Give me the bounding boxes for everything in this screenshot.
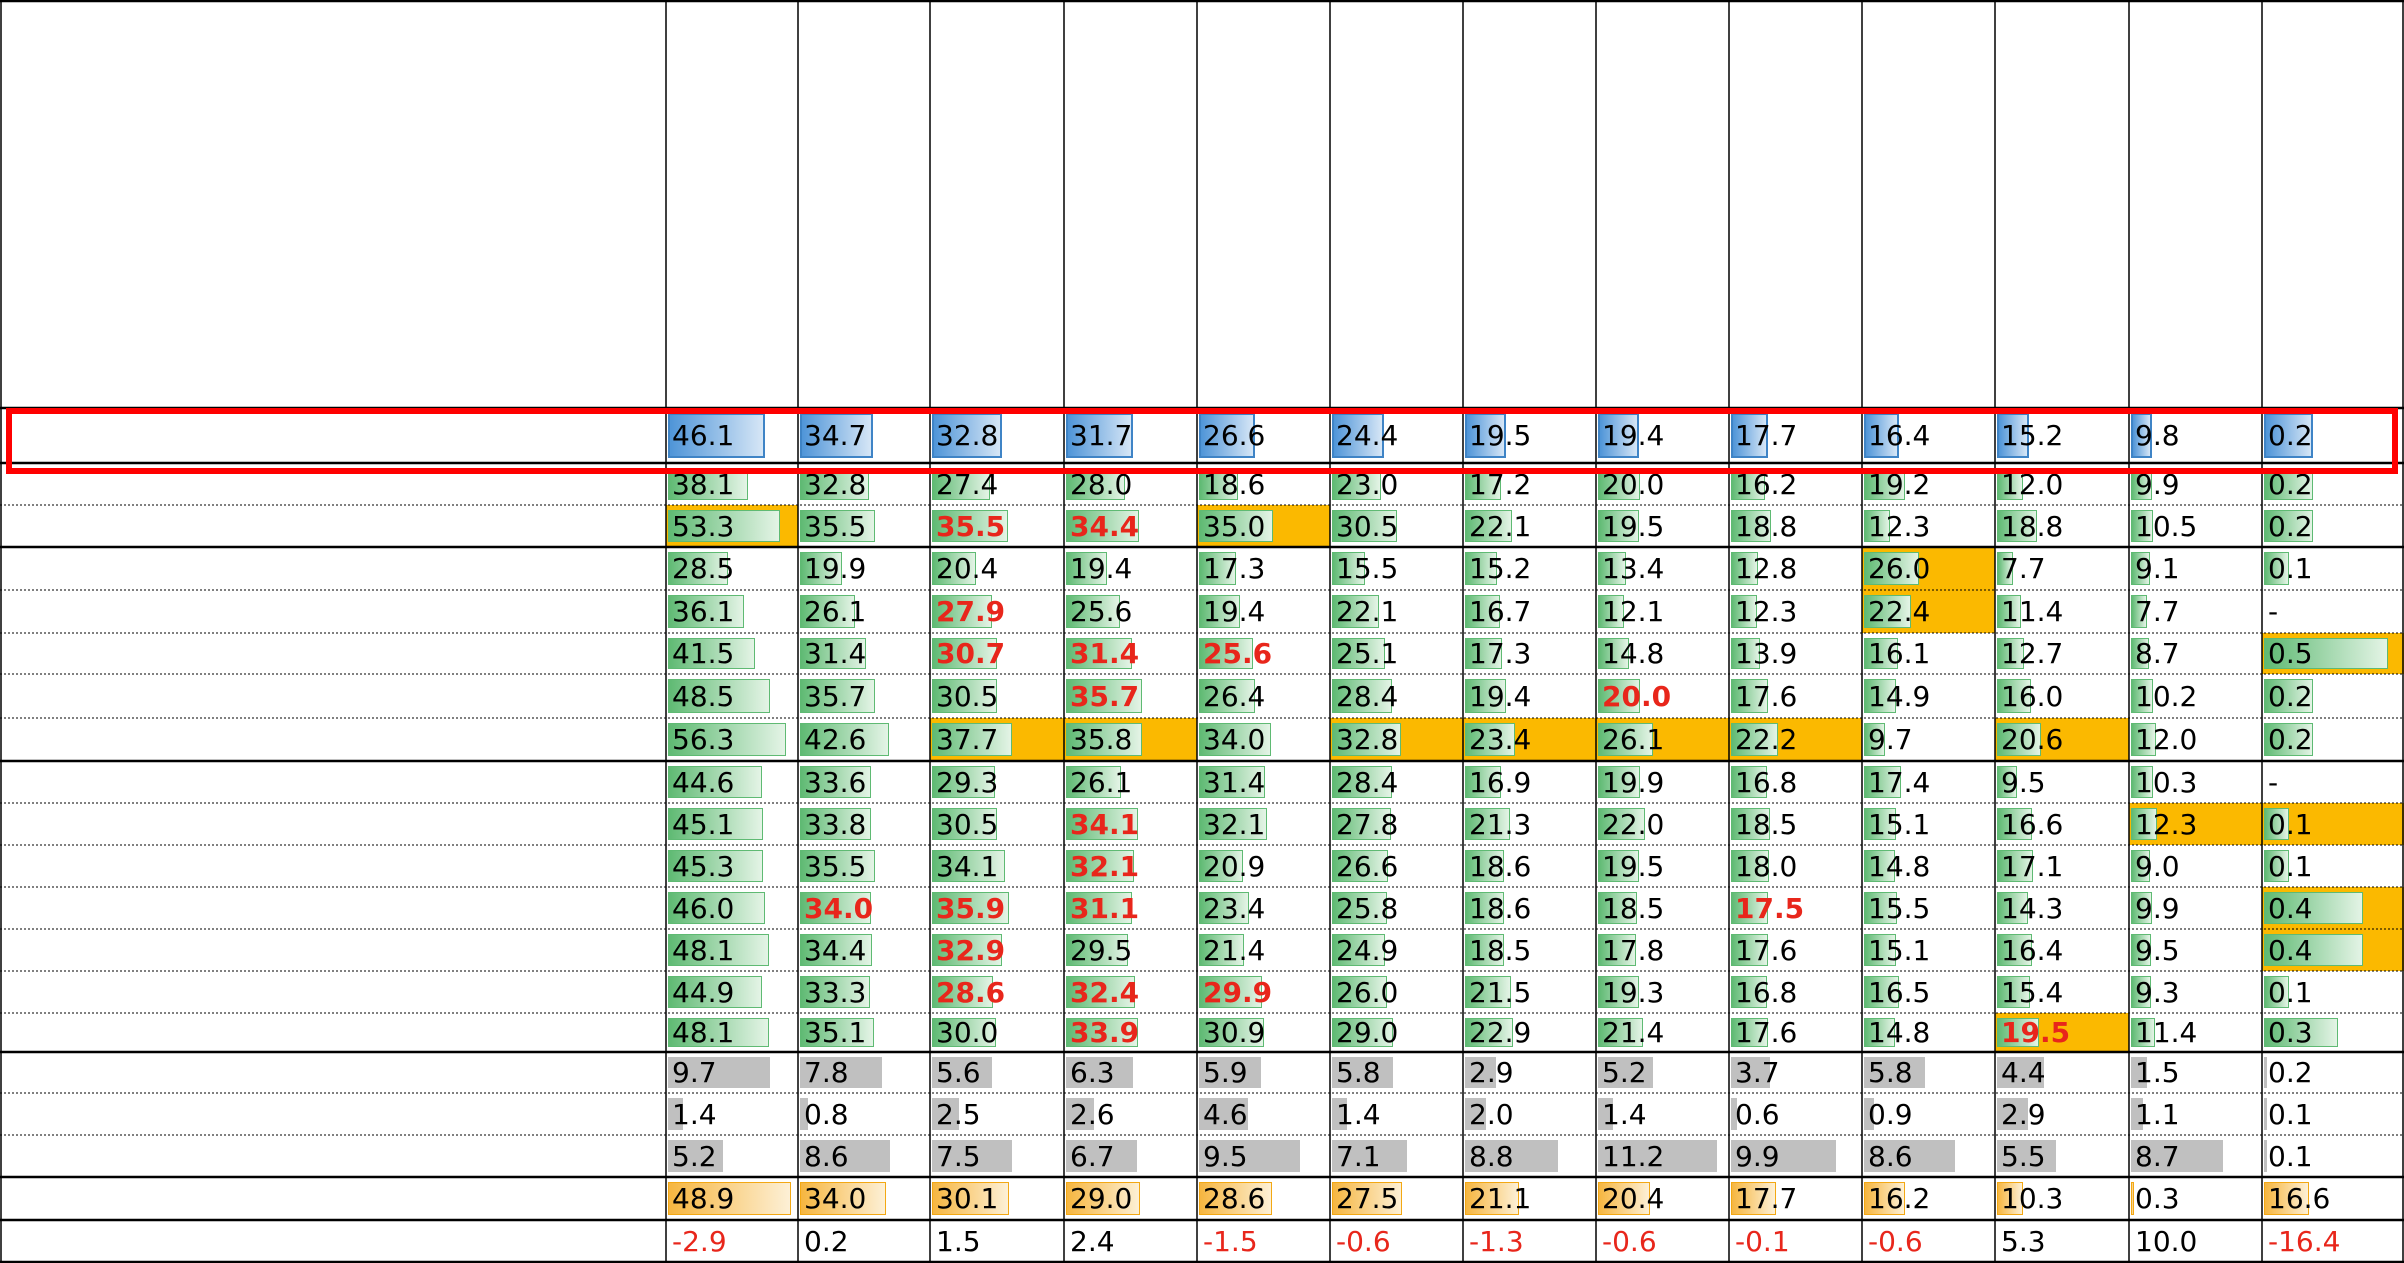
cell-value: 34.1 xyxy=(1070,807,1140,841)
cell-value: 37.7 xyxy=(936,723,999,756)
cell-value: 15.5 xyxy=(1336,552,1399,585)
cell-value: 19.5 xyxy=(1602,509,1665,543)
cell-value: 17.8 xyxy=(1602,933,1665,967)
cell-value: 28.6 xyxy=(936,975,1006,1009)
cell-value: 44.6 xyxy=(672,765,735,799)
cell-value: 19.5 xyxy=(1469,419,1532,452)
cell-value: 1.4 xyxy=(672,1097,717,1131)
cell-value: 22.1 xyxy=(1469,509,1532,543)
cell-value: 41.5 xyxy=(672,637,735,670)
cell-value: 30.7 xyxy=(936,637,1006,670)
cell-value: 38.1 xyxy=(672,467,735,501)
cell-value: 32.1 xyxy=(1203,807,1266,841)
cell-value: 9.8 xyxy=(2135,419,2180,452)
cell-value: 12.0 xyxy=(2001,467,2064,501)
cell-value: 11.4 xyxy=(2135,1016,2198,1049)
cell-value: 33.3 xyxy=(804,975,867,1009)
cell-value: 0.2 xyxy=(2268,723,2313,756)
cell-value: 19.5 xyxy=(2001,1016,2071,1049)
cell-value: 27.4 xyxy=(936,467,999,501)
cell-value: 16.4 xyxy=(2001,933,2064,967)
cell-value: 25.6 xyxy=(1070,595,1133,628)
cell-value: 32.8 xyxy=(804,467,867,501)
cell-value: 25.8 xyxy=(1336,891,1399,925)
cell-value: 34.4 xyxy=(1070,509,1140,543)
cell-value: 53.3 xyxy=(672,509,735,543)
cell-value: 12.1 xyxy=(1602,595,1665,628)
cell-value: 32.4 xyxy=(1070,975,1140,1009)
cell-value: 19.4 xyxy=(1203,595,1266,628)
cell-value: 5.2 xyxy=(672,1139,717,1173)
cell-value: 30.9 xyxy=(1203,1016,1266,1049)
cell-value: -0.6 xyxy=(1868,1225,1923,1258)
cell-value: 5.2 xyxy=(1602,1056,1647,1089)
cell-value: 17.6 xyxy=(1735,1016,1798,1049)
cell-value: 45.1 xyxy=(672,807,735,841)
cell-value: 31.1 xyxy=(1070,891,1140,925)
cell-value: 35.0 xyxy=(1203,509,1266,543)
cell-value: 44.9 xyxy=(672,975,735,1009)
cell-value: 29.0 xyxy=(1070,1182,1133,1215)
cell-value: 20.6 xyxy=(2001,723,2064,756)
cell-value: 16.6 xyxy=(2268,1182,2331,1215)
cell-value: 0.2 xyxy=(804,1225,849,1258)
cell-value: 34.0 xyxy=(1203,723,1266,756)
cell-value: 33.6 xyxy=(804,765,867,799)
cell-value: 32.8 xyxy=(1336,723,1399,756)
cell-value: 16.8 xyxy=(1735,765,1798,799)
cell-value: 15.2 xyxy=(1469,552,1532,585)
cell-value: 16.2 xyxy=(1735,467,1798,501)
cell-value: 48.1 xyxy=(672,1016,735,1049)
cell-value: 29.5 xyxy=(1070,933,1133,967)
cell-value: 30.1 xyxy=(936,1182,999,1215)
cell-value: 29.3 xyxy=(936,765,999,799)
cell-value: -0.6 xyxy=(1336,1225,1391,1258)
cell-value: 17.5 xyxy=(1735,891,1805,925)
cell-value: 12.7 xyxy=(2001,637,2064,670)
cell-value: 34.0 xyxy=(804,891,874,925)
cell-value: 18.5 xyxy=(1735,807,1798,841)
cell-value: 18.5 xyxy=(1469,933,1532,967)
cell-value: 0.5 xyxy=(2268,637,2313,670)
cell-value: 16.4 xyxy=(1868,419,1931,452)
cell-value: 31.4 xyxy=(1203,765,1266,799)
cell-value: 34.7 xyxy=(804,419,867,452)
cell-value: 42.6 xyxy=(804,723,867,756)
cell-value: 0.9 xyxy=(1868,1097,1913,1131)
cell-value: 0.1 xyxy=(2268,552,2313,585)
cell-value: 0.4 xyxy=(2268,933,2313,967)
cell-value: 15.4 xyxy=(2001,975,2064,1009)
cell-value: 17.7 xyxy=(1735,1182,1798,1215)
cell-value: -1.3 xyxy=(1469,1225,1524,1258)
cell-value: 22.9 xyxy=(1469,1016,1532,1049)
cell-value: 23.0 xyxy=(1336,467,1399,501)
cell-value: 3.7 xyxy=(1735,1056,1780,1089)
cell-value: 19.9 xyxy=(804,552,867,585)
cell-value: 1.5 xyxy=(936,1225,981,1258)
cell-value: 9.5 xyxy=(1203,1139,1248,1173)
cell-value: - xyxy=(2268,765,2279,799)
cell-value: 16.6 xyxy=(2001,807,2064,841)
cell-value: 29.0 xyxy=(1336,1016,1399,1049)
cell-value: 32.1 xyxy=(1070,849,1140,883)
cell-value: 48.1 xyxy=(672,933,735,967)
cell-value: 1.1 xyxy=(2135,1097,2180,1131)
cell-value: 14.9 xyxy=(1868,679,1931,713)
cell-value: 20.0 xyxy=(1602,679,1672,713)
cell-value: 6.7 xyxy=(1070,1139,1115,1173)
cell-value: 26.0 xyxy=(1868,552,1931,585)
cell-value: 2.9 xyxy=(1469,1056,1514,1089)
cell-value: 11.2 xyxy=(1602,1139,1665,1173)
cell-value: 0.4 xyxy=(2268,891,2313,925)
cell-value: 10.3 xyxy=(2001,1182,2064,1215)
cell-value: 35.9 xyxy=(936,891,1006,925)
cell-value: 9.5 xyxy=(2135,933,2180,967)
cell-value: 0.2 xyxy=(2268,679,2313,713)
cell-value: 19.5 xyxy=(1602,849,1665,883)
cell-value: 36.1 xyxy=(672,595,735,628)
cell-value: 26.6 xyxy=(1203,419,1266,452)
cell-value: 35.1 xyxy=(804,1016,867,1049)
cell-value: 0.2 xyxy=(2268,419,2313,452)
cell-value: 46.1 xyxy=(672,419,735,452)
cell-value: 2.9 xyxy=(2001,1097,2046,1131)
cell-value: 28.5 xyxy=(672,552,735,585)
cell-value: -16.4 xyxy=(2268,1225,2341,1258)
cell-value: 30.5 xyxy=(936,807,999,841)
cell-value: 19.9 xyxy=(1602,765,1665,799)
cell-value: 34.1 xyxy=(936,849,999,883)
cell-value: 17.3 xyxy=(1469,637,1532,670)
cell-value: 16.0 xyxy=(2001,679,2064,713)
cell-value: 16.5 xyxy=(1868,975,1931,1009)
cell-value: 8.6 xyxy=(804,1139,849,1173)
cell-value: 14.3 xyxy=(2001,891,2064,925)
cell-value: 15.1 xyxy=(1868,807,1931,841)
cell-value: 0.1 xyxy=(2268,807,2313,841)
cell-value: 27.9 xyxy=(936,595,1006,628)
cell-value: 16.8 xyxy=(1735,975,1798,1009)
cell-value: 2.0 xyxy=(1469,1097,1514,1131)
cell-value: 0.1 xyxy=(2268,1097,2313,1131)
cell-value: 9.9 xyxy=(1735,1139,1780,1173)
cell-value: 14.8 xyxy=(1868,1016,1931,1049)
cell-value: 28.6 xyxy=(1203,1182,1266,1215)
cell-value: 14.8 xyxy=(1602,637,1665,670)
cell-value: 0.3 xyxy=(2268,1016,2313,1049)
cell-value: 17.6 xyxy=(1735,679,1798,713)
cell-value: 20.9 xyxy=(1203,849,1266,883)
cell-value: 23.4 xyxy=(1203,891,1266,925)
cell-value: 46.0 xyxy=(672,891,735,925)
cell-value: 16.2 xyxy=(1868,1182,1931,1215)
cell-value: 12.0 xyxy=(2135,723,2198,756)
cell-value: 5.8 xyxy=(1336,1056,1381,1089)
cell-value: 7.7 xyxy=(2135,595,2180,628)
cell-value: 48.9 xyxy=(672,1182,735,1215)
cell-value: 28.4 xyxy=(1336,765,1399,799)
cell-value: 7.1 xyxy=(1336,1139,1381,1173)
cell-value: 5.5 xyxy=(2001,1139,2046,1173)
cell-value: 9.9 xyxy=(2135,891,2180,925)
cell-value: 17.1 xyxy=(2001,849,2064,883)
cell-value: 9.9 xyxy=(2135,467,2180,501)
cell-value: 0.1 xyxy=(2268,975,2313,1009)
cell-value: 0.1 xyxy=(2268,1139,2313,1173)
cell-value: 0.2 xyxy=(2268,509,2313,543)
cell-value: 7.5 xyxy=(936,1139,981,1173)
cell-value: 9.5 xyxy=(2001,765,2046,799)
cell-value: 21.5 xyxy=(1469,975,1532,1009)
cell-value: 29.9 xyxy=(1203,975,1273,1009)
cell-value: 0.1 xyxy=(2268,849,2313,883)
cell-value: 19.4 xyxy=(1602,419,1665,452)
cell-value: 35.5 xyxy=(936,509,1006,543)
cell-value: 9.3 xyxy=(2135,975,2180,1009)
cell-value: 13.4 xyxy=(1602,552,1665,585)
cell-value: 17.7 xyxy=(1735,419,1798,452)
cell-value: -1.5 xyxy=(1203,1225,1258,1258)
cell-value: 14.8 xyxy=(1868,849,1931,883)
cell-value: 24.9 xyxy=(1336,933,1399,967)
cell-value: 9.7 xyxy=(672,1056,717,1089)
cell-value: 24.4 xyxy=(1336,419,1399,452)
cell-value: 21.4 xyxy=(1602,1016,1665,1049)
cell-value: 2.6 xyxy=(1070,1097,1115,1131)
cell-value: 22.2 xyxy=(1735,723,1798,756)
cell-value: 28.4 xyxy=(1336,679,1399,713)
cell-value: - xyxy=(2268,595,2279,628)
cell-value: 17.3 xyxy=(1203,552,1266,585)
cell-value: 19.2 xyxy=(1868,467,1931,501)
cell-value: -0.6 xyxy=(1602,1225,1657,1258)
cell-value: 26.1 xyxy=(804,595,867,628)
cell-value: 32.9 xyxy=(936,933,1006,967)
cell-value: 2.4 xyxy=(1070,1225,1115,1258)
cell-value: 18.6 xyxy=(1469,849,1532,883)
cell-value: 7.7 xyxy=(2001,552,2046,585)
cell-value: 35.8 xyxy=(1070,723,1133,756)
cell-value: 4.4 xyxy=(2001,1056,2046,1089)
cell-value: 25.1 xyxy=(1336,637,1399,670)
cell-value: 31.4 xyxy=(1070,637,1140,670)
cell-value: 9.7 xyxy=(1868,723,1913,756)
cell-value: 25.6 xyxy=(1203,637,1273,670)
cell-value: 17.4 xyxy=(1868,765,1931,799)
cell-value: 0.3 xyxy=(2135,1182,2180,1215)
cell-value: 13.9 xyxy=(1735,637,1798,670)
cell-value: 18.8 xyxy=(1735,509,1798,543)
cell-value: 34.0 xyxy=(804,1182,867,1215)
cell-value: 31.7 xyxy=(1070,419,1133,452)
cell-value: 1.5 xyxy=(2135,1056,2180,1089)
cell-value: 5.3 xyxy=(2001,1225,2046,1258)
cell-value: 32.8 xyxy=(936,419,999,452)
cell-value: 35.5 xyxy=(804,849,867,883)
cell-value: 2.5 xyxy=(936,1097,981,1131)
cell-value: 18.8 xyxy=(2001,509,2064,543)
cell-value: 20.0 xyxy=(1602,467,1665,501)
cell-value: 22.1 xyxy=(1336,595,1399,628)
cell-value: 23.4 xyxy=(1469,723,1532,756)
cell-value: 15.5 xyxy=(1868,891,1931,925)
cell-value: 26.6 xyxy=(1336,849,1399,883)
cell-value: 5.8 xyxy=(1868,1056,1913,1089)
cell-value: 35.7 xyxy=(804,679,867,713)
cell-value: 9.1 xyxy=(2135,552,2180,585)
cell-value: 10.3 xyxy=(2135,765,2198,799)
cell-value: 0.8 xyxy=(804,1097,849,1131)
cell-value: 19.4 xyxy=(1070,552,1133,585)
cell-value: 6.3 xyxy=(1070,1056,1115,1089)
cell-value: 8.8 xyxy=(1469,1139,1514,1173)
cell-value: 18.6 xyxy=(1203,467,1266,501)
cell-value: 16.9 xyxy=(1469,765,1532,799)
cell-value: 22.0 xyxy=(1602,807,1665,841)
cell-value: 1.4 xyxy=(1336,1097,1381,1131)
cell-value: 33.9 xyxy=(1070,1016,1140,1049)
cell-value: 17.2 xyxy=(1469,467,1532,501)
cell-value: 15.1 xyxy=(1868,933,1931,967)
cell-value: 0.2 xyxy=(2268,1056,2313,1089)
cell-value: 33.8 xyxy=(804,807,867,841)
cell-value: 18.5 xyxy=(1602,891,1665,925)
cell-value: 11.4 xyxy=(2001,595,2064,628)
cell-value: 0.2 xyxy=(2268,467,2313,501)
cell-value: 28.0 xyxy=(1070,467,1133,501)
cell-value: 56.3 xyxy=(672,723,735,756)
cell-value: 7.8 xyxy=(804,1056,849,1089)
cell-value: 30.0 xyxy=(936,1016,999,1049)
cell-value: 17.6 xyxy=(1735,933,1798,967)
cell-value: 8.7 xyxy=(2135,1139,2180,1173)
cell-value: 26.1 xyxy=(1602,723,1665,756)
cell-value: 20.4 xyxy=(1602,1182,1665,1215)
cell-value: 21.4 xyxy=(1203,933,1266,967)
cell-value: -0.1 xyxy=(1735,1225,1790,1258)
cell-value: 35.7 xyxy=(1070,679,1140,713)
cell-value: 12.3 xyxy=(2135,807,2198,841)
cell-value: 5.6 xyxy=(936,1056,981,1089)
cell-value: 26.0 xyxy=(1336,975,1399,1009)
cell-value: 10.5 xyxy=(2135,509,2198,543)
cell-value: 26.4 xyxy=(1203,679,1266,713)
cell-value: 12.3 xyxy=(1868,509,1931,543)
cell-value: 30.5 xyxy=(936,679,999,713)
cell-value: 8.7 xyxy=(2135,637,2180,670)
cell-value: 45.3 xyxy=(672,849,735,883)
cell-value: 18.6 xyxy=(1469,891,1532,925)
cell-value: 16.7 xyxy=(1469,595,1532,628)
cell-value: 9.0 xyxy=(2135,849,2180,883)
cell-value: 31.4 xyxy=(804,637,867,670)
cell-value: 21.1 xyxy=(1469,1182,1532,1215)
cell-value: 15.2 xyxy=(2001,419,2064,452)
cell-value: 19.3 xyxy=(1602,975,1665,1009)
cell-value: 18.0 xyxy=(1735,849,1798,883)
cell-value: 20.4 xyxy=(936,552,999,585)
cell-value: 34.4 xyxy=(804,933,867,967)
cell-value: 48.5 xyxy=(672,679,735,713)
cell-value: 10.0 xyxy=(2135,1225,2198,1258)
cell-value: -2.9 xyxy=(672,1225,727,1258)
cell-value: 12.8 xyxy=(1735,552,1798,585)
cell-value: 0.6 xyxy=(1735,1097,1780,1131)
cell-value: 21.3 xyxy=(1469,807,1532,841)
cell-value: 27.8 xyxy=(1336,807,1399,841)
cell-value: 5.9 xyxy=(1203,1056,1248,1089)
cell-value: 19.4 xyxy=(1469,679,1532,713)
cell-value: 27.5 xyxy=(1336,1182,1399,1215)
cell-value: 30.5 xyxy=(1336,509,1399,543)
cell-value: 1.4 xyxy=(1602,1097,1647,1131)
cell-value: 16.1 xyxy=(1868,637,1931,670)
cell-value: 10.2 xyxy=(2135,679,2198,713)
cell-value: 35.5 xyxy=(804,509,867,543)
cell-value: 26.1 xyxy=(1070,765,1133,799)
cell-value: 12.3 xyxy=(1735,595,1798,628)
cell-value: 4.6 xyxy=(1203,1097,1248,1131)
cell-value: 22.4 xyxy=(1868,595,1931,628)
cell-value: 8.6 xyxy=(1868,1139,1913,1173)
